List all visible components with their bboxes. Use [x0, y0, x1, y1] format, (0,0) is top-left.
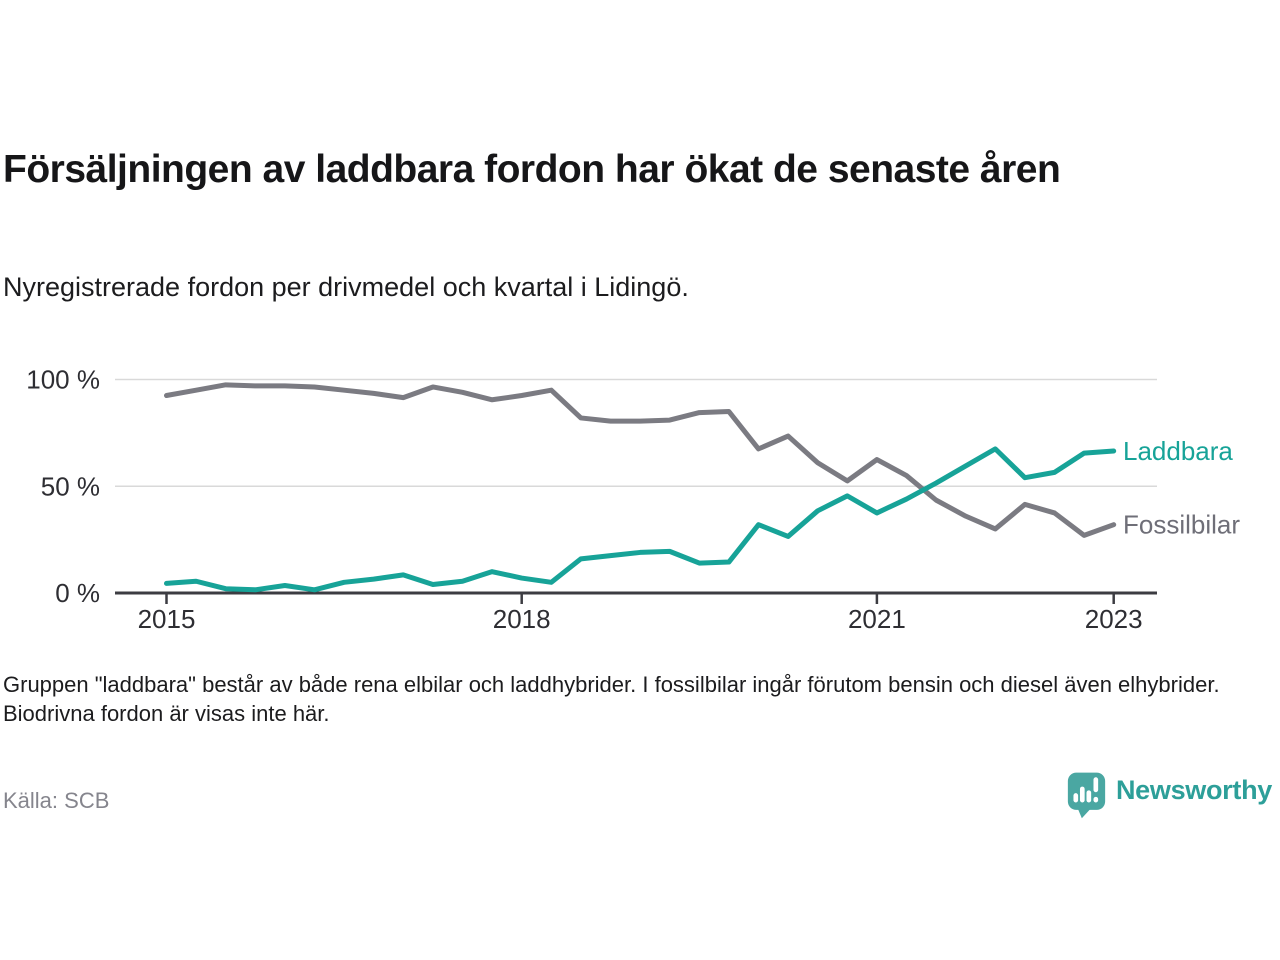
page-subtitle: Nyregistrerade fordon per drivmedel och kvartal i Lidingö. — [3, 272, 689, 302]
x-tick-label: 2018 — [492, 604, 551, 634]
newsworthy-chart-bubble-icon — [1066, 770, 1107, 820]
x-tick-label: 2021 — [847, 604, 906, 634]
newsworthy-logo — [1066, 770, 1272, 820]
y-tick-label: 0 % — [55, 578, 100, 608]
page-title: Försäljningen av laddbara fordon har ökat de senaste åren — [3, 148, 1061, 191]
chart-footnote: Gruppen "laddbara" består av både rena elbilar och laddhybrider. I fossilbilar ingår förutom bensin och diesel även elhybrider. Biodrivna fordon är visas inte här. — [3, 672, 1220, 726]
source-label: Källa: SCB — [3, 788, 110, 813]
x-tick-label: 2023 — [1084, 604, 1143, 634]
y-tick-label: 50 % — [40, 471, 100, 502]
y-tick-label: 100 % — [26, 364, 100, 395]
fossilbilar-series-label: Fossilbilar — [1123, 509, 1241, 540]
laddbara-series-label: Laddbara — [1123, 436, 1233, 467]
newsworthy-wordmark: Newsworthy — [1115, 774, 1272, 805]
line-chart — [0, 355, 1280, 655]
x-tick-label: 2015 — [137, 604, 196, 634]
